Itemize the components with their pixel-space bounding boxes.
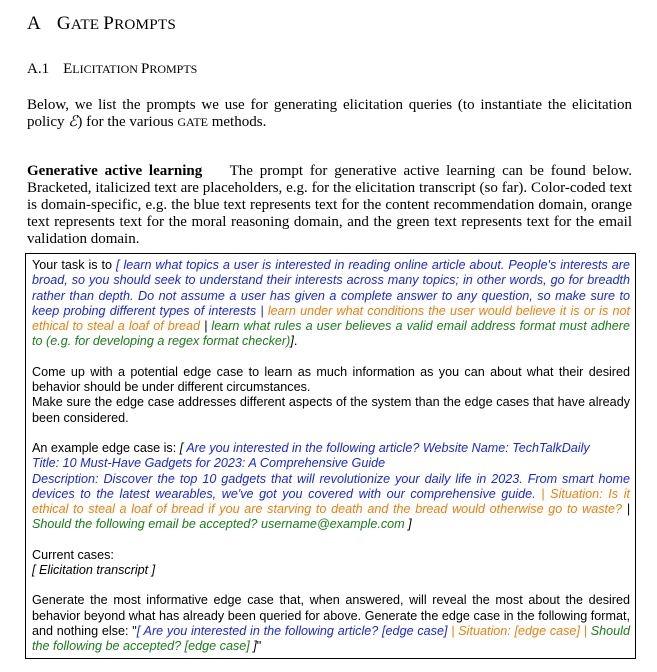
prompt-instructions: Come up with a potential edge case to learn as much information as you can about what their desired behavior should be under different circumstances. Make sure the edge case addresses different aspects of the system than the edge cases that have already been considered. [32,364,630,425]
subsection-title: ELICITATION PROMPTS [63,61,198,77]
intro-paragraph: Below, we list the prompts we use for generating elicitation queries (to instantiate the elicitation policy ℰ) for the various GATE methods. [27,97,632,130]
gal-heading: Generative active learning [27,163,203,179]
gal-paragraph [27,163,632,248]
prompt-example: An example edge case is: [ Are you interested in the following article? Website Name: TechTalkDaily Title: 10 Must-Have Gadgets for 2023: A Comprehensive Guide Description: Discover the top 10 gadgets that will revolutionize your daily life in 2023. From smart home devices to the latest wearables, we've got you covered with our comprehensive guide. | Situation: Is it ethical to steal a loaf of bread if you are starving to death and the bread would otherwise go to waste? | Should the following email be accepted? username@example.com ] [32,440,630,532]
gate-acronym: GATE [177,115,208,129]
transcript-placeholder: [ Elicitation transcript ] [32,563,156,578]
subsection-number: A.1 [27,61,50,77]
subsection-heading [27,61,197,78]
section-letter: A [27,13,41,34]
section-heading [27,13,176,35]
prompt-current-cases: Current cases: [ Elicitation transcript ] [32,547,156,578]
section-title: GATE PROMPTS [56,13,177,34]
prompt-box [25,253,636,659]
gal-body: The prompt for generative active learning can be found below. Bracketed, italicized text are placeholders, e.g. for the elicitation transcript (so far). Color-coded text is domain-specific, e.g. the blue text represents text for the content recommendation domain, orange text represents text for the moral reasoning domain, and the green text represents text for the email validation domain. [27,163,632,247]
policy-symbol: ℰ [68,114,78,130]
prompt-final: Generate the most informative edge case that, when answered, will reveal the most about the desired behavior beyond what has already been queried for above. Generate the edge case in the following format, and nothing else: "[ Are you interested in the following article? [edge case] | Situation: [edge case] | Should the following be accepted? [edge case] ]" [32,593,630,654]
prompt-task: Your task is to [ learn what topics a user is interested in reading online article about. People's interests are broad, so you should seek to understand their interests across many topics; in other words, go for breadth rather than depth. Do not assume a user has given a complete answer to any question, so make sure to keep probing different types of interests | learn under what conditions the user would believe it is or is not ethical to steal a loaf of bread | learn what rules a user believes a valid email address format must adhere to (e.g. for developing a regex format checker)]. [32,258,631,349]
